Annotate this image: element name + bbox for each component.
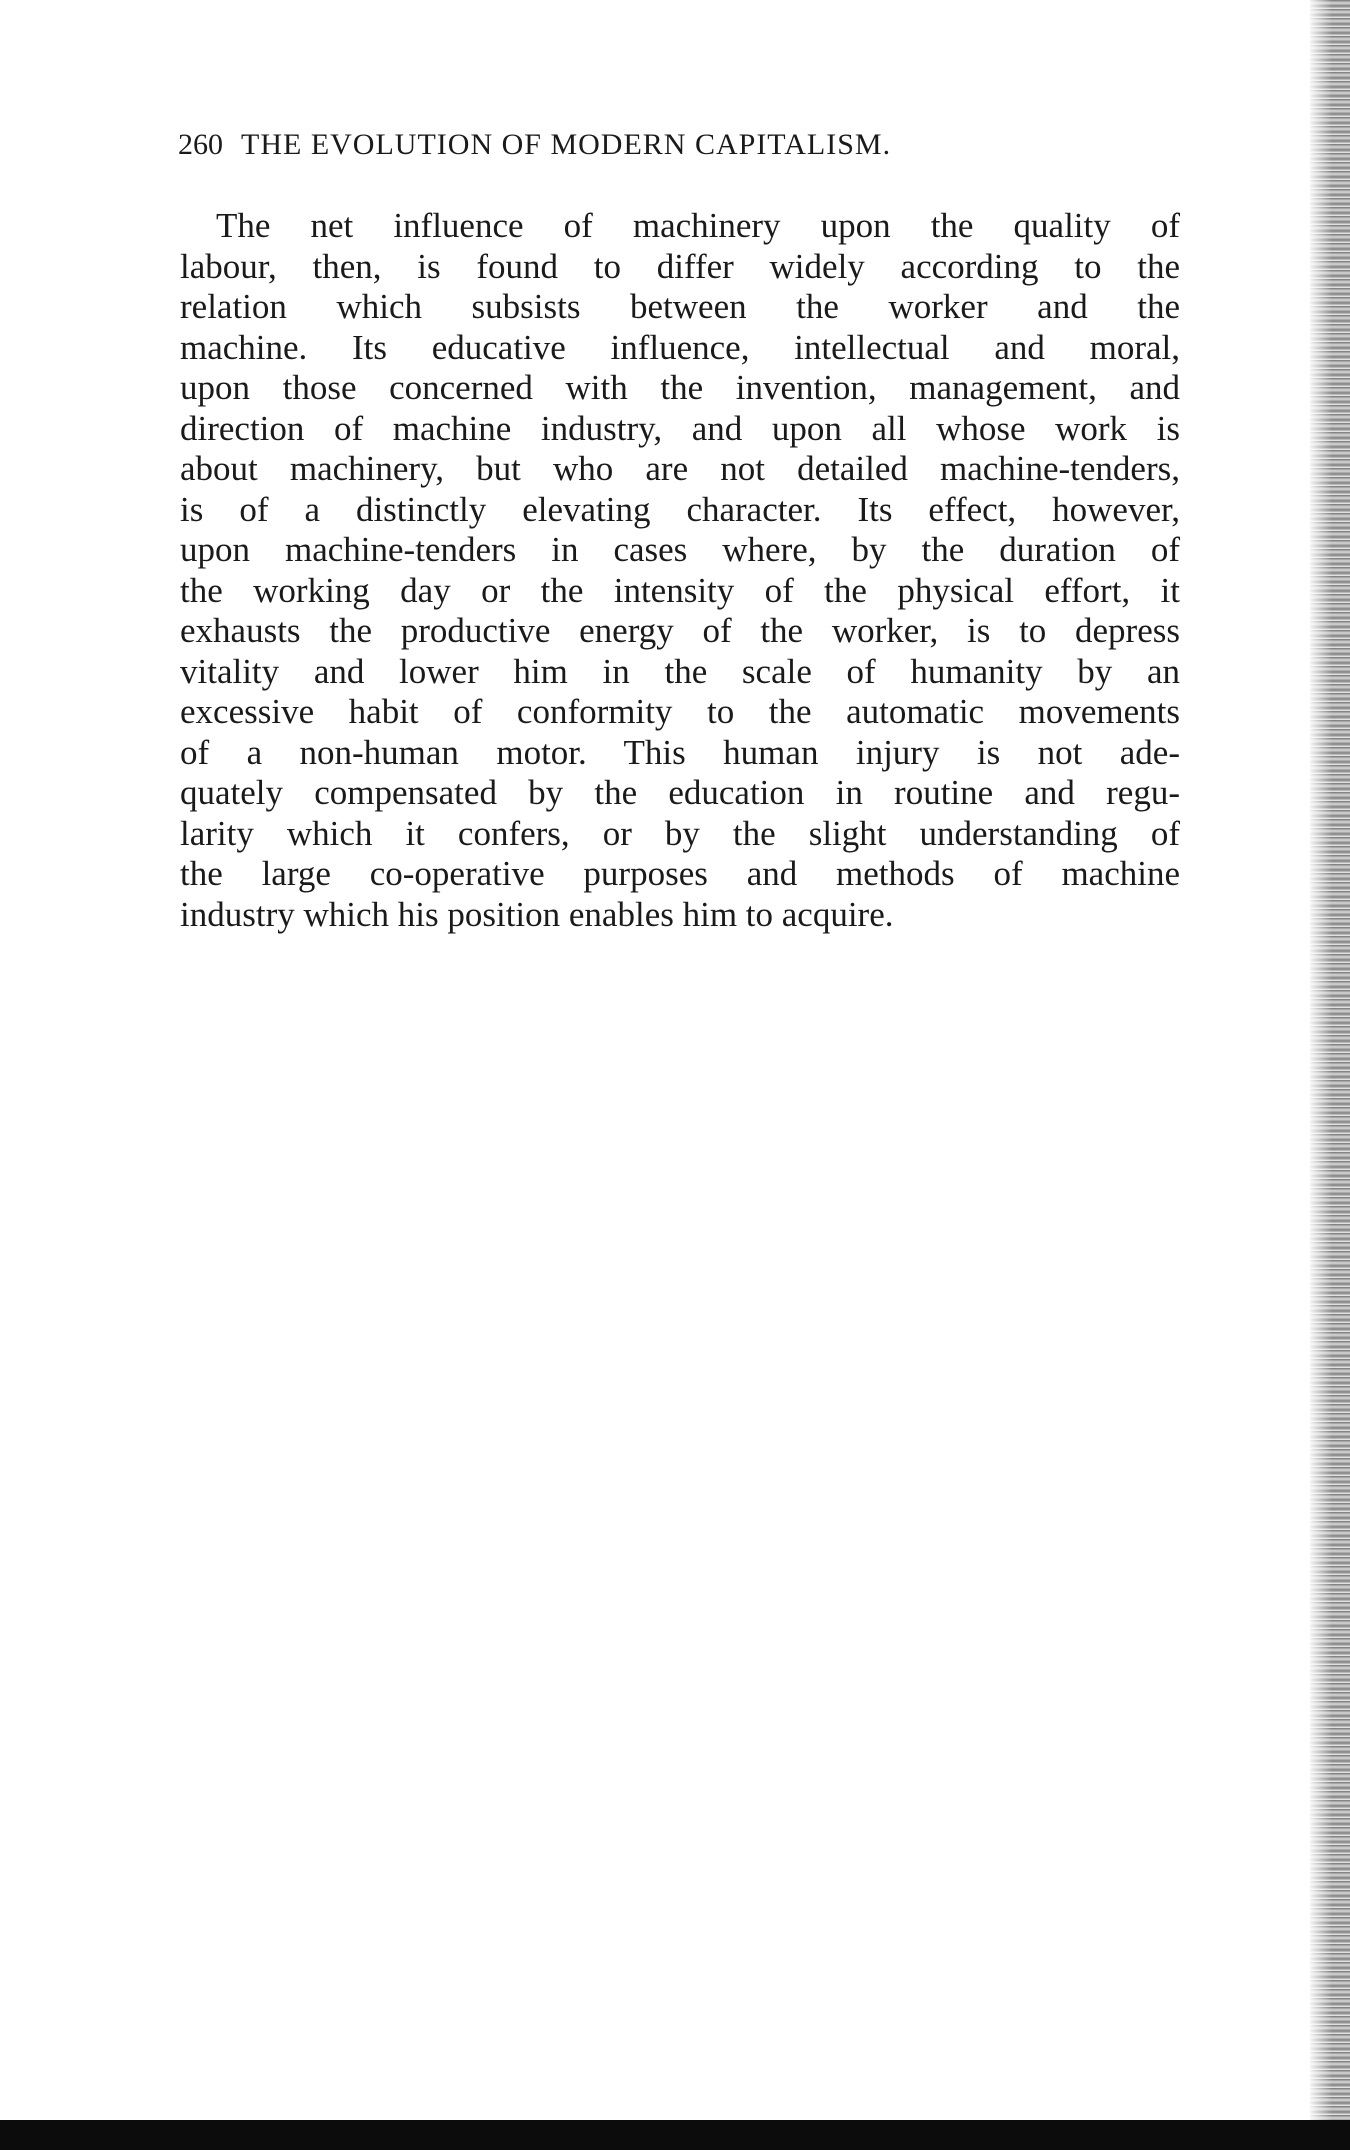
page-edge-highlight: [1310, 0, 1332, 2120]
text-line: the large co-operative purposes and methods of machine: [180, 854, 1180, 893]
text-line: excessive habit of conformity to the automatic movements: [180, 692, 1180, 731]
scan-bottom-border: [0, 2120, 1350, 2150]
page-number: 260: [178, 128, 223, 161]
text-line: labour, then, is found to differ widely according to the: [180, 246, 1180, 286]
text-line: of a non-human motor. This human injury is not ade-: [180, 732, 1180, 772]
body-paragraph: [180, 206, 1180, 935]
text-line: vitality and lower him in the scale of humanity by an: [180, 651, 1180, 691]
text-line: larity which it confers, or by the slight understanding of: [180, 813, 1180, 853]
text-line: upon machine-tenders in cases where, by the duration of: [180, 530, 1180, 569]
text-line: quately compensated by the education in routine and regu-: [180, 773, 1180, 812]
text-line: the working day or the intensity of the physical effort, it: [180, 570, 1180, 610]
text-line: direction of machine industry, and upon all whose work is: [180, 408, 1180, 448]
text-line: relation which subsists between the worker and the: [180, 287, 1180, 326]
running-title: THE EVOLUTION OF MODERN CAPITALISM.: [241, 128, 892, 161]
text-line: exhausts the productive energy of the worker, is to depress: [180, 611, 1180, 650]
text-line: about machinery, but who are not detailed machine-tenders,: [180, 449, 1180, 488]
text-line: upon those concerned with the invention, management, and: [180, 368, 1180, 407]
text-line-last: industry which his position enables him to acquire.: [180, 894, 894, 934]
text-line: is of a distinctly elevating character. Its effect, however,: [180, 489, 1180, 529]
running-head: [178, 128, 1178, 162]
text-line: The net influence of machinery upon the quality of: [216, 206, 1180, 245]
text-line: machine. Its educative influence, intellectual and moral,: [180, 327, 1180, 367]
